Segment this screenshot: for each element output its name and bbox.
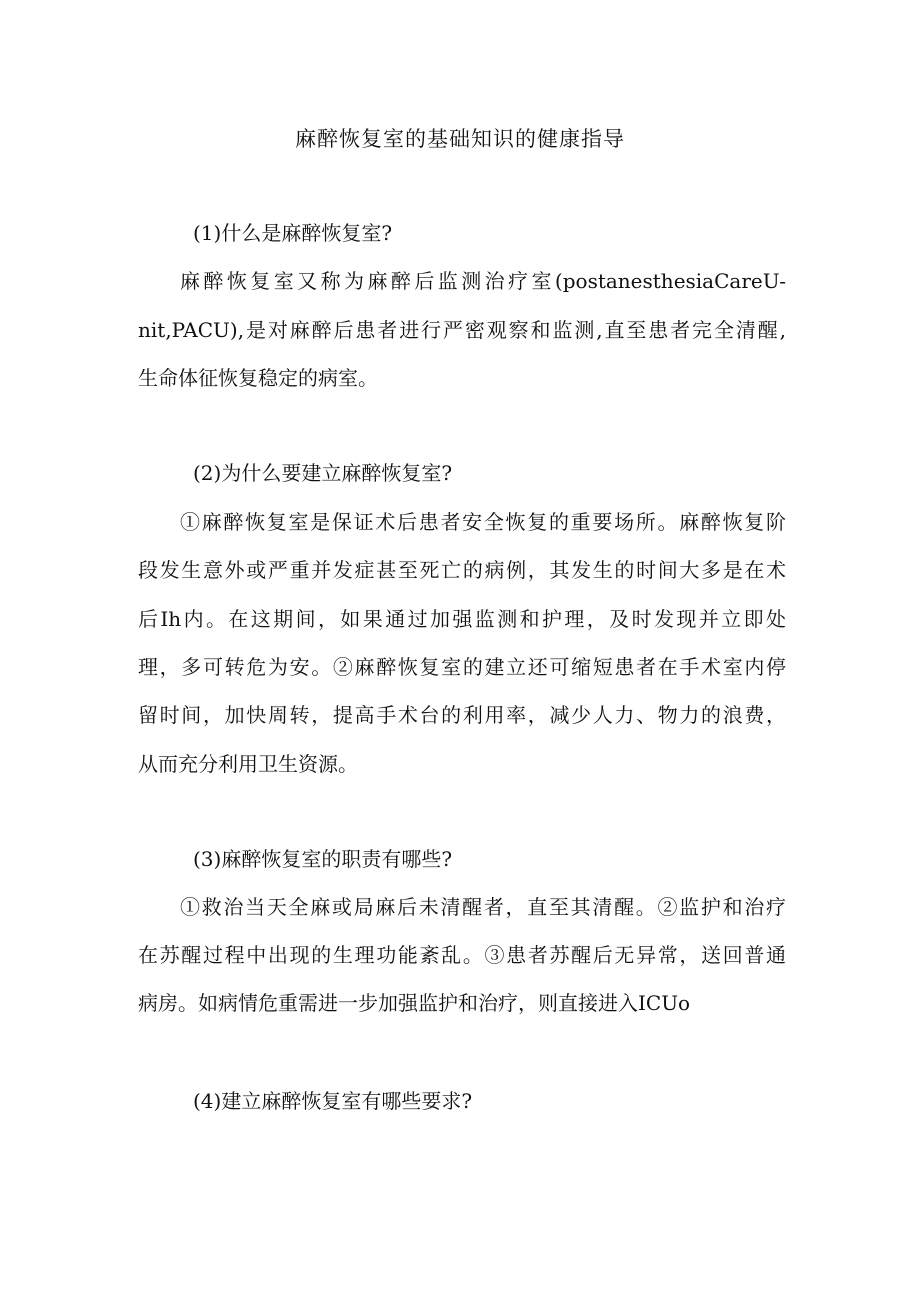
- section-3-line-1: ①救治当天全麻或局麻后未清醒者，直至其清醒。②监护和治疗: [180, 895, 786, 919]
- section-3-line-2: 在苏醒过程中出现的生理功能紊乱。③患者苏醒后无异常，送回普通: [138, 943, 786, 967]
- section-2-line-3: 后Ih内。在这期间，如果通过加强监测和护理，及时发现并立即处: [138, 607, 786, 631]
- section-2-line-5: 留时间，加快周转，提高手术台的利用率，减少人力、物力的浪费，: [138, 703, 786, 727]
- section-3-line-3: 病房。如病情危重需进一步加强监护和治疗，则直接进入ICUo: [138, 991, 691, 1015]
- section-heading-4: (4)建立麻醉恢复室有哪些要求?: [193, 1089, 473, 1113]
- section-heading-2: (2)为什么要建立麻醉恢复室?: [193, 461, 453, 485]
- section-2-line-2: 段发生意外或严重并发症甚至死亡的病例，其发生的时间大多是在术: [138, 558, 786, 582]
- document-title: 麻醉恢复室的基础知识的健康指导: [295, 127, 625, 151]
- section-1-line-1: 麻醉恢复室又称为麻醉后监测治疗室(postanesthesiaCareU-: [180, 269, 786, 293]
- section-heading-1: (1)什么是麻醉恢复室?: [193, 221, 393, 245]
- section-heading-3: (3)麻醉恢复室的职责有哪些?: [193, 847, 453, 871]
- section-1-line-2: nit,PACU),是对麻醉后患者进行严密观察和监测,直至患者完全清醒,: [138, 318, 786, 342]
- section-2-line-4: 理，多可转危为安。②麻醉恢复室的建立还可缩短患者在手术室内停: [138, 655, 786, 679]
- section-1-line-3: 生命体征恢复稳定的病室。: [138, 366, 378, 390]
- section-2-line-1: ①麻醉恢复室是保证术后患者安全恢复的重要场所。麻醉恢复阶: [180, 510, 786, 534]
- section-2-line-6: 从而充分利用卫生资源。: [138, 752, 358, 776]
